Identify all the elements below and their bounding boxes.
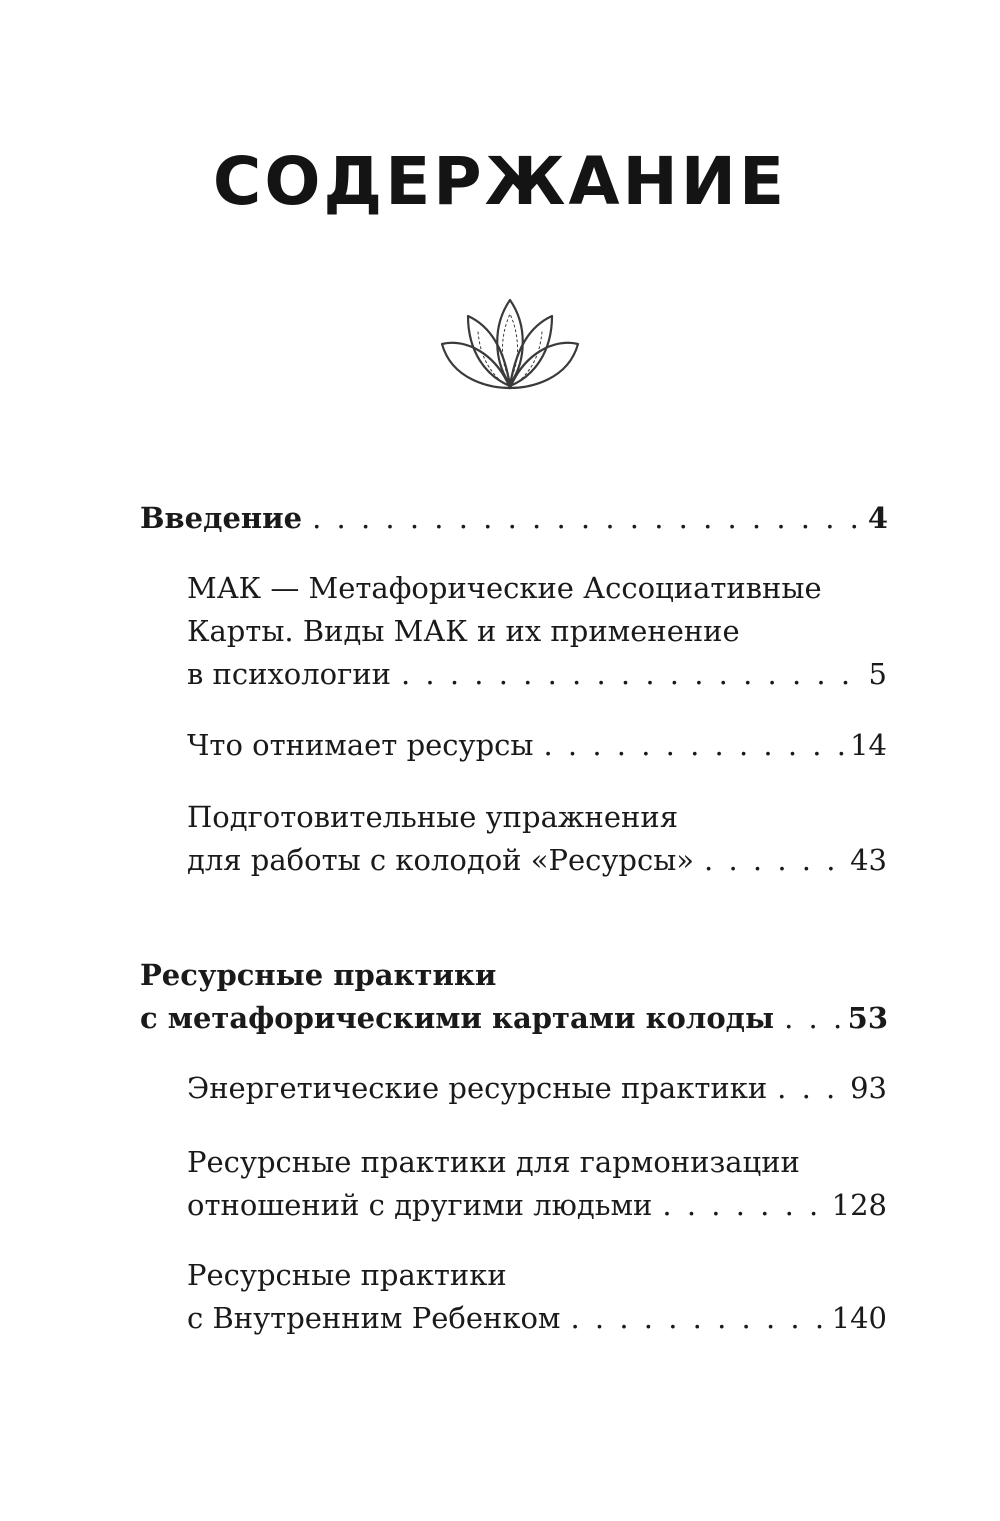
- toc-entry-title-line: Ресурсные практики: [140, 958, 497, 992]
- page-number: 4: [867, 501, 888, 535]
- toc-entry-last-line: [187, 839, 887, 882]
- toc-entry-inner-child-practices[interactable]: [187, 1254, 887, 1340]
- toc-entry-last-line: [187, 1067, 887, 1110]
- page-title: СОДЕРЖАНИЕ: [212, 143, 788, 220]
- dot-leader: [312, 497, 864, 540]
- toc-entry-title: отношений с другими людьми: [187, 1188, 653, 1222]
- page-number: 140: [831, 1301, 887, 1335]
- toc-entry-last-line: [187, 1184, 887, 1227]
- toc-entry-preparatory-exercises[interactable]: [187, 796, 887, 882]
- toc-entry-title-line: Карты. Виды МАК и их применение: [187, 614, 740, 648]
- toc-entry-title: Энергетические ресурсные практики: [187, 1071, 768, 1105]
- toc-entry-last-line: [140, 997, 888, 1040]
- toc-entry-title: с Внутренним Ребенком: [187, 1301, 561, 1335]
- toc-entry-introduction[interactable]: [140, 497, 888, 540]
- page-number: 14: [850, 728, 887, 762]
- toc-entry-title-line: МАК — Метафорические Ассоциативные: [187, 571, 822, 605]
- page-number: 93: [850, 1071, 887, 1105]
- toc-entry-relationship-practices[interactable]: [187, 1141, 887, 1227]
- page-number: 5: [868, 657, 887, 691]
- toc-entry-last-line: [187, 653, 887, 696]
- page-number: 53: [847, 1001, 888, 1035]
- toc-entry-title-line: Подготовительные упражнения: [187, 800, 678, 834]
- toc-entry-title: в психологии: [187, 657, 391, 691]
- toc-entry-title: Что отнимает ресурсы: [187, 728, 534, 762]
- dot-leader: [777, 1067, 846, 1110]
- dot-leader: [570, 1297, 827, 1340]
- dot-leader: [784, 997, 844, 1040]
- toc-entry-last-line: [187, 724, 887, 767]
- toc-entry-title: для работы с колодой «Ресурсы»: [187, 843, 695, 877]
- toc-entry-title: с метафорическими картами колоды: [140, 1001, 775, 1035]
- dot-leader: [662, 1184, 827, 1227]
- toc-entry-resource-drain[interactable]: [187, 724, 887, 767]
- dot-leader: [704, 839, 846, 882]
- toc-entry-title-line: Ресурсные практики для гармонизации: [187, 1145, 800, 1179]
- toc-entry-mak[interactable]: [187, 567, 887, 696]
- toc-entry-title-line: Ресурсные практики: [187, 1258, 507, 1292]
- page-number: 43: [850, 843, 887, 877]
- dot-leader: [401, 653, 865, 696]
- toc-entry-resource-practices[interactable]: [140, 954, 888, 1040]
- toc-entry-title: Введение: [140, 501, 303, 535]
- toc-entry-energy-practices[interactable]: [187, 1067, 887, 1110]
- toc-entry-last-line: [187, 1297, 887, 1340]
- toc-entry-last-line: [140, 497, 888, 540]
- page-number: 128: [831, 1188, 887, 1222]
- dot-leader: [544, 724, 847, 767]
